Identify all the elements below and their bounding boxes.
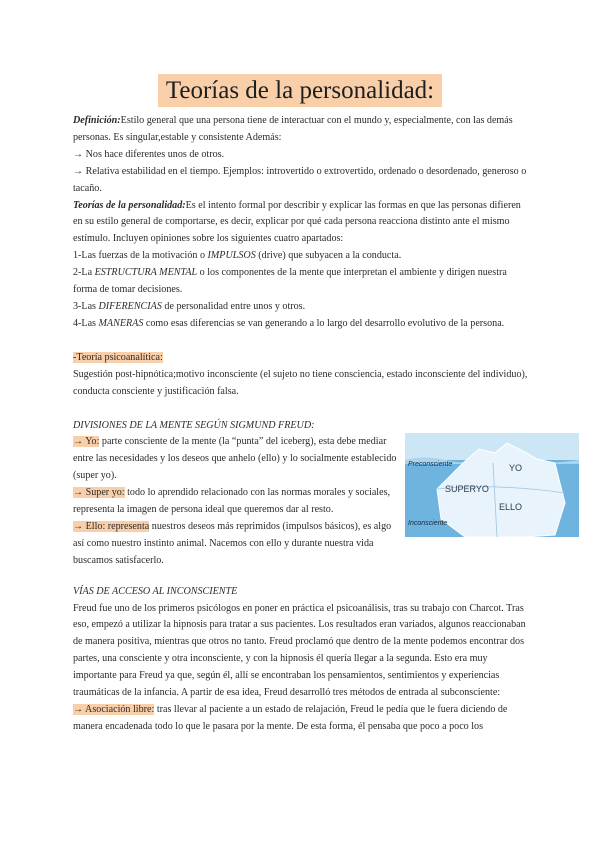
definicion-paragraph xyxy=(73,113,528,147)
teorias-item xyxy=(73,248,528,265)
item-post: de personalidad entre unos y otros. xyxy=(161,300,306,312)
yo-diagram-label: YO xyxy=(509,463,523,473)
teorias-text: Es el intento formal por describir y explicar las formas en que las personas difieren en su estilo general de comportarse, es decir, explicar por qué cada persona reacciona distinto ante el mismo estímulo. Incluyen opiniones sobre los siguientes cuatro apartados: xyxy=(73,199,521,245)
definicion-point: → Nos hace diferentes unos de otros. xyxy=(73,148,225,160)
item-post: (drive) que subyacen a la conducta. xyxy=(255,250,402,262)
psicoanalitica-heading xyxy=(73,350,528,367)
psicoanalitica-text: Sugestión post-hipnótica;motivo inconsciente (el sujeto no tiene consciencia, estado inconsciente del individuo), conducta consciente y justificación falsa. xyxy=(73,368,528,397)
yo-text: parte consciente de la mente (la “punta” del iceberg), esta debe mediar entre las necesidades y los deseos que anhelo (ello) y lo socialmente establecido (super yo). xyxy=(73,436,397,482)
document-body xyxy=(73,113,528,736)
page-title: Teorías de la personalidad: xyxy=(158,74,442,107)
inconsciente-label: Inconsciente xyxy=(408,520,448,527)
spacer xyxy=(73,570,528,584)
item-pre: 3-Las xyxy=(73,300,99,312)
definicion-point: → Relativa estabilidad en el tiempo. Ejemplos: introvertido o extrovertido, ordenado o desordenado, generoso o tacaño. xyxy=(73,165,527,194)
teorias-item xyxy=(73,299,528,316)
teorias-item xyxy=(73,316,528,333)
divisiones-heading: DIVISIONES DE LA MENTE SEGÚN SIGMUND FREUD: xyxy=(73,419,315,431)
teorias-label: Teorías de la personalidad: xyxy=(73,199,186,211)
spacer xyxy=(73,333,528,350)
item-post: o los componentes de la mente que interpretan el ambiente y dirigen nuestra forma de tomar decisiones. xyxy=(73,267,507,296)
superyo-label: → Super yo: xyxy=(73,487,125,499)
ello-label: → Ello: representa xyxy=(73,520,150,532)
item-emphasis: MANERAS xyxy=(98,317,144,329)
item-pre: 4-Las xyxy=(73,317,99,329)
preconsciente-label: Preconsciente xyxy=(408,461,453,468)
asociacion-paragraph xyxy=(73,702,528,736)
yo-paragraph xyxy=(73,434,403,485)
item-pre: 1-Las fuerzas de la motivación o xyxy=(73,250,208,262)
superyo-paragraph xyxy=(73,485,403,519)
asociacion-text: tras llevar al paciente a un estado de relajación, Freud le pedía que le fuera diciendo de manera encadenada todo lo que le pasara por la mente. De esta forma, él pensaba que poco a poco los xyxy=(73,704,508,732)
teorias-paragraph xyxy=(73,198,528,249)
spacer xyxy=(73,401,528,418)
ello-text: nuestros deseos más reprimidos (impulsos básicos), es algo así como nuestro instinto animal. Nacemos con ello y durante nuestra vida buscamos satisfacerlo. xyxy=(73,520,392,566)
superyo-text: todo lo aprendido relacionado con las normas morales y sociales, representa la imagen de persona ideal que queremos dar al resto. xyxy=(73,487,391,516)
definicion-label: Definición: xyxy=(73,115,121,126)
psicoanalitica-label: -Teoría psicoanalítica: xyxy=(73,351,163,363)
teorias-item xyxy=(73,265,528,299)
vias-text: Freud fue uno de los primeros psicólogos en poner en práctica el psicoanálisis, tras su trabajo con Charcot. Tras eso, empezó a utilizar la hipnosis para tratar a sus pacientes. Los resultados eran variados, algunos reaccionaban de manera positiva, mientras que otros no tanto. Freud proclamó que dentro de la mente podemos encontrar dos partes, una consciente y otra inconsciente, y con la hipnosis él quería llegar a la segunda. Esto era muy importante para Freud ya que, según él, allí se encontraban los pensamientos, sentimientos y experiencias traumáticas de la infancia. A partir de esa idea, Freud desarrolló tres métodos de entrada al subconsciente: xyxy=(73,602,526,699)
vias-heading: VÍAS DE ACCESO AL INCONSCIENTE xyxy=(73,585,238,597)
definicion-text: Estilo general que una persona tiene de interactuar con el mundo y, especialmente, con las demás personas. Es singular,estable y consistente Además: xyxy=(73,115,513,143)
item-emphasis: DIFERENCIAS xyxy=(98,300,162,312)
iceberg-svg xyxy=(405,433,579,537)
yo-label: → Yo: xyxy=(73,436,100,448)
item-emphasis: IMPULSOS xyxy=(207,250,256,262)
title-wrap xyxy=(0,74,600,107)
item-pre: 2-La xyxy=(73,267,95,279)
item-post: como esas diferencias se van generando a lo largo del desarrollo evolutivo de la persona. xyxy=(143,317,505,329)
ello-paragraph xyxy=(73,519,403,570)
asociacion-label: → Asociación libre: xyxy=(73,704,155,715)
ello-diagram-label: ELLO xyxy=(499,502,523,512)
item-emphasis: ESTRUCTURA MENTAL xyxy=(94,267,198,279)
superyo-diagram-label: SUPERYO xyxy=(445,484,489,494)
iceberg-diagram xyxy=(405,433,579,537)
